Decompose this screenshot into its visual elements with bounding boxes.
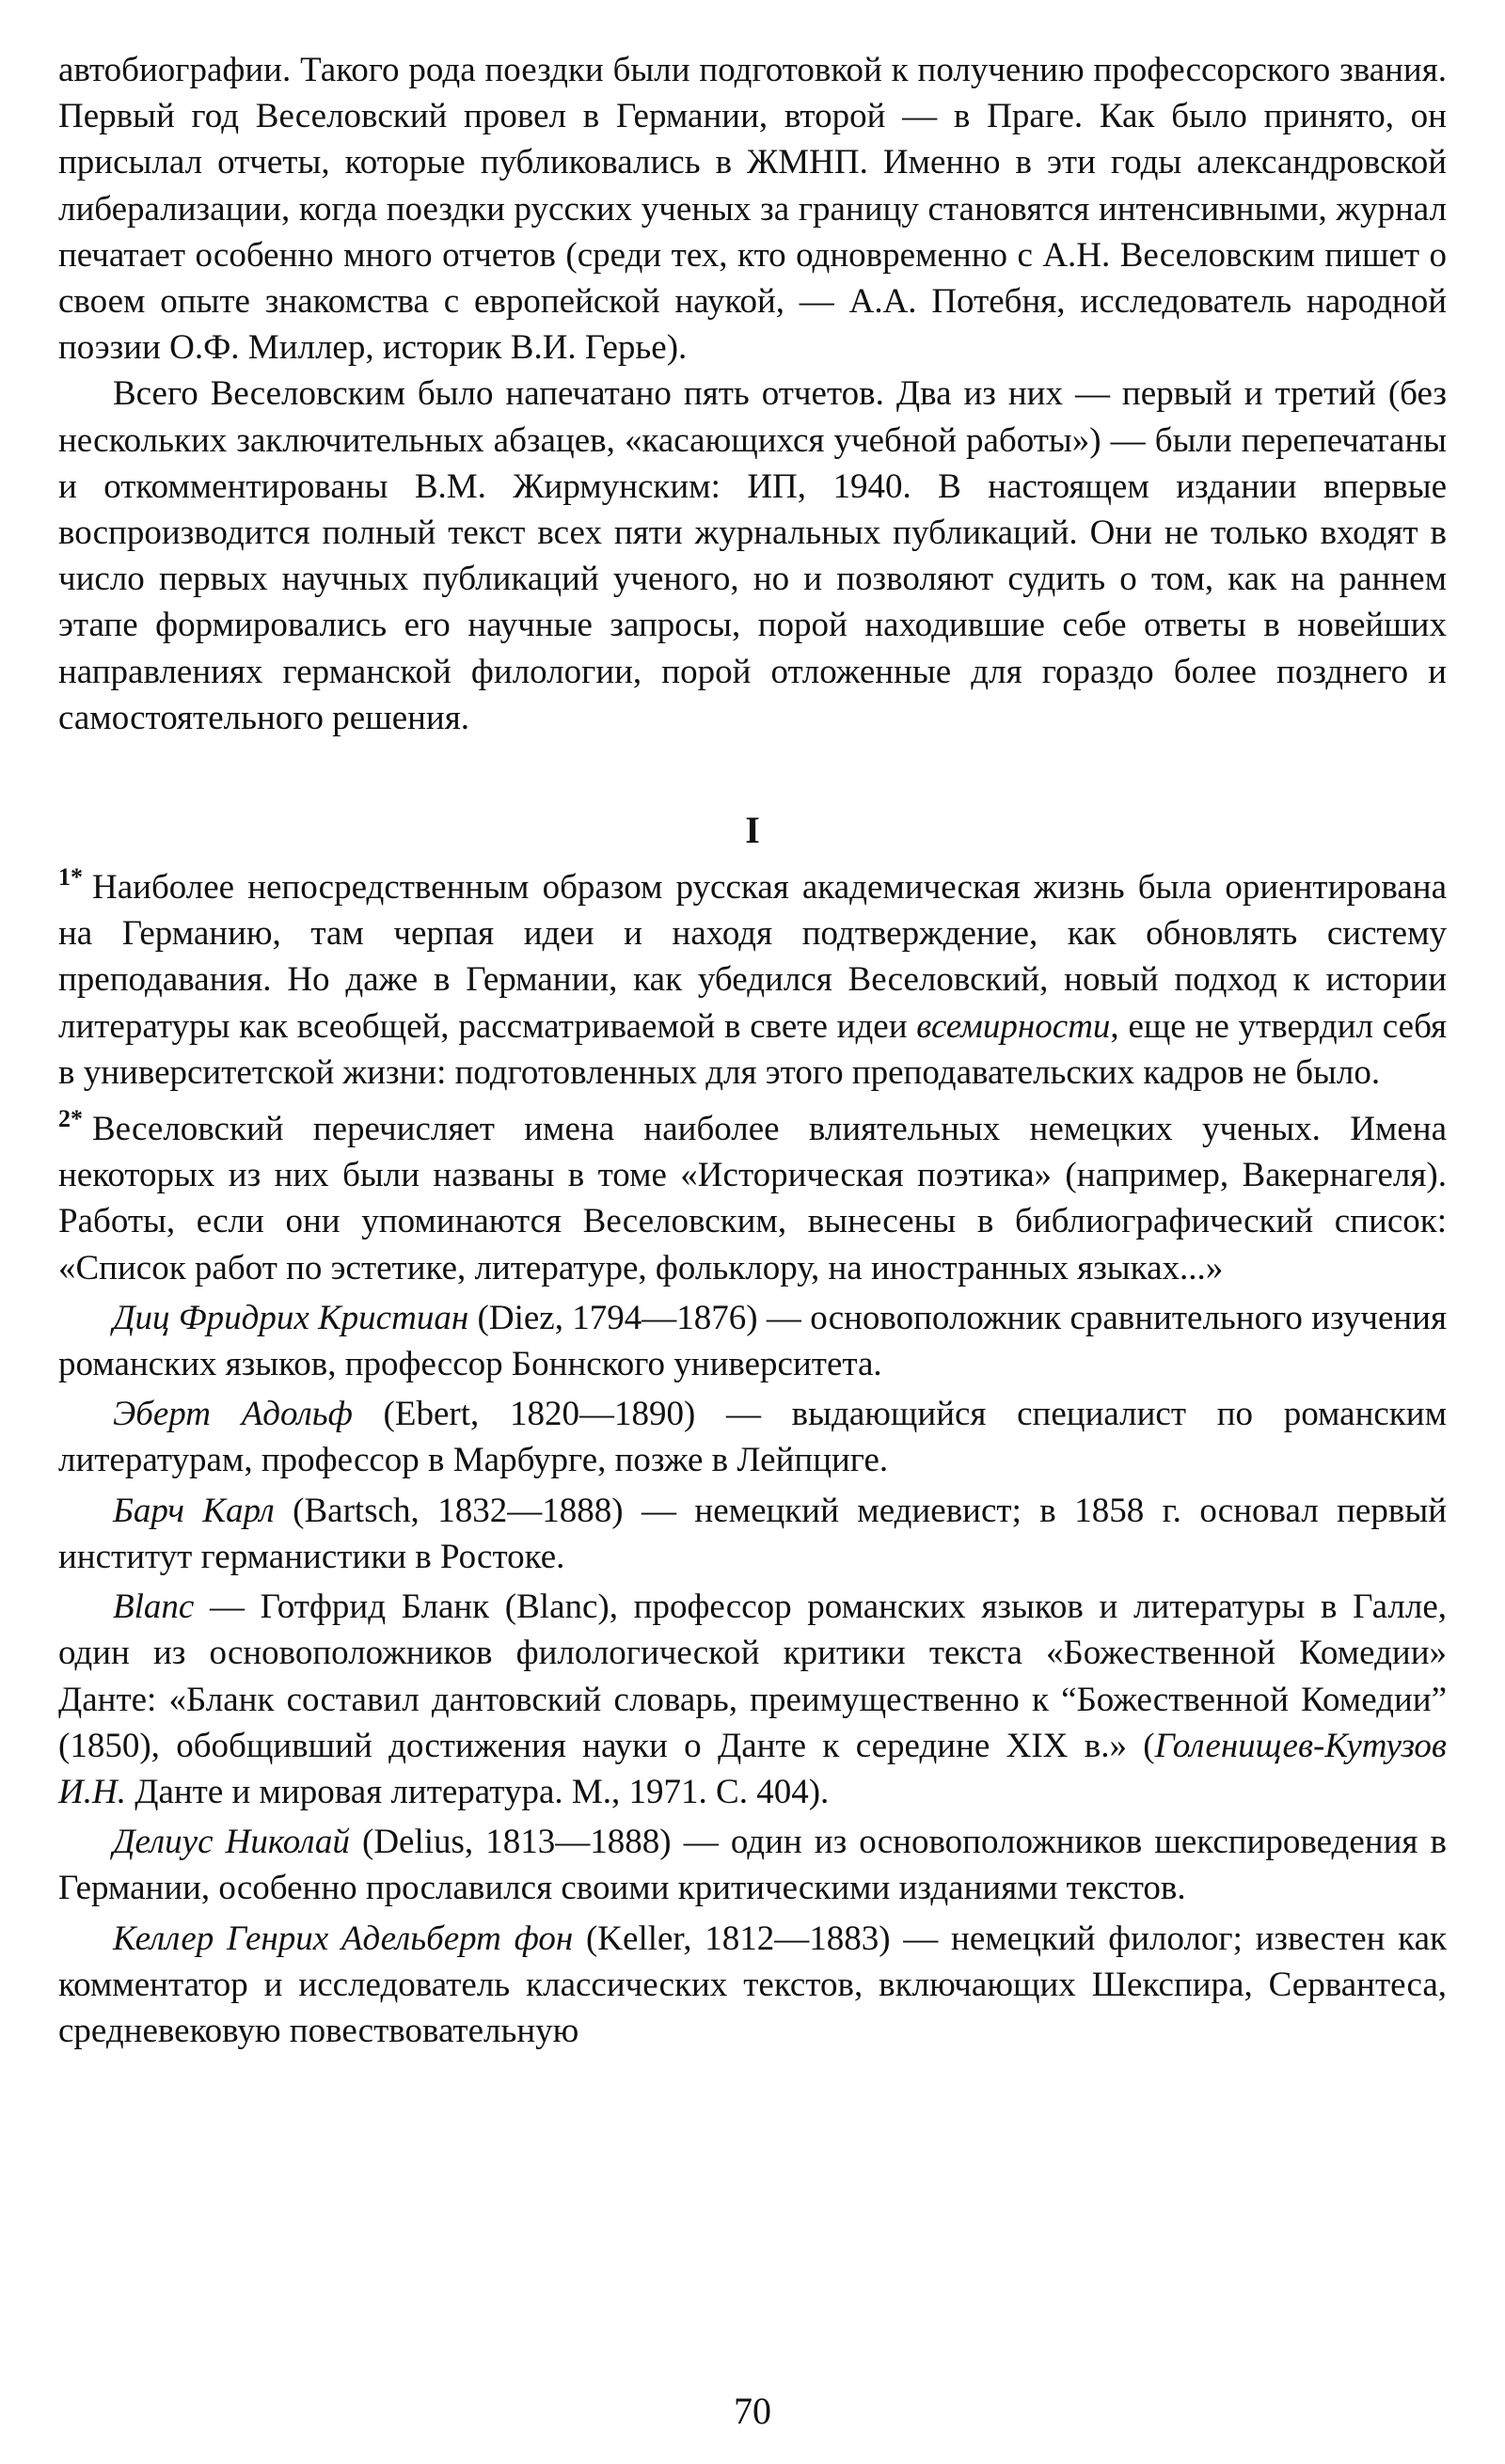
entry-diez-text: (Diez, 1794—1876) — основоположник сравнительного изучения романских языков, профессор Боннского университета. <box>58 1298 1447 1384</box>
entry-diez-name: Диц Фридрих Кристиан <box>113 1298 469 1337</box>
intro-paragraph-1: автобиографии. Такого рода поездки были подготовкой к получению профессорского звания. Первый год Веселовский провел в Германии, второй — в Праге. Как было принято, он присылал отчеты, которые публиковались в ЖМНП. Именно в эти годы александровской либерализации, когда поездки русских ученых за границу становятся интенсивными, журнал печатает особенно много отчетов (среди тех, кто одновременно с А.Н. Веселовским пишет о своем опыте знакомства с европейской наукой, — А.А. Потебня, исследователь народной поэзии О.Ф. Миллер, историк В.И. Герье). <box>58 51 1447 368</box>
section-heading: I <box>745 809 760 852</box>
note-2-text: Веселовский перечисляет имена наиболее влиятельных немецких ученых. Имена некоторых из них были названы в томе «Историческая поэтика» (например, Вакернагеля). Работы, если они упоминаются Веселовским, вынесены в библиографический список: «Список работ по эстетике, литературе, фольклору, на иностранных языках...» <box>58 1110 1447 1287</box>
entry-delius-text: (Delius, 1813—1888) — один из основоположников шекспироведения в Германии, особенно прославился своими критическими изданиями текстов. <box>58 1823 1447 1908</box>
note-1-number: 1* <box>58 863 83 892</box>
entry-bartsch-text: (Bartsch, 1832—1888) — немецкий медиевист; в 1858 г. основал первый институт германистики в Ростоке. <box>58 1491 1447 1576</box>
page-number: 70 <box>734 2390 771 2432</box>
entry-ebert <box>58 1391 1447 1483</box>
entry-keller-text: (Keller, 1812—1883) — немецкий филолог; известен как комментатор и исследователь классических текстов, включающих Шекспира, Сервантеса, средневековую повествовательную <box>58 1919 1447 2050</box>
page-body <box>58 47 1447 2054</box>
entry-keller <box>58 1916 1447 2055</box>
entry-bartsch <box>58 1488 1447 1580</box>
entry-blanc-ref-author: Голенищев-Кутузов И.Н. <box>58 1726 1447 1811</box>
note-1-text-b: , еще не утвердил себя в университетской жизни: подготовленных для этого преподавательских кадров не было. <box>58 1006 1447 1092</box>
entry-blanc-name: Blanc <box>113 1587 195 1627</box>
entry-ebert-text: (Ebert, 1820—1890) — выдающийся специалист по романским литературам, профессор в Марбурге, позже в Лейпциге. <box>58 1395 1447 1480</box>
entry-ebert-name: Эберт Адольф <box>113 1395 353 1434</box>
entry-blanc-ref-tail: Данте и мировая литература. М., 1971. С. 404). <box>125 1772 830 1811</box>
entry-diez <box>58 1295 1447 1387</box>
entry-blanc <box>58 1584 1447 1815</box>
entry-blanc-text: — Готфрид Бланк (Blanc), профессор романских языков и литературы в Галле, один из основоположников филологической критики текста «Божественной Комедии» Данте: «Бланк составил дантовский словарь, преимущественно к “Божественной Комедии” (1850), обобщивший достижения науки о Данте к середине XIX в.» ( <box>58 1587 1447 1765</box>
intro-paragraph-2: Всего Веселовским было напечатано пять отчетов. Два из них — первый и третий (без нескольких заключительных абзацев, «касающихся учебной работы») — были перепечатаны и откомментированы В.М. Жирмунским: ИП, 1940. В настоящем издании впервые воспроизводится полный текст всех пяти журнальных публикаций. Они не только входят в число первых научных публикаций ученого, но и позволяют судить о том, как на раннем этапе формировались его научные запросы, порой находившие себе ответы в новейших направлениях германской филологии, порой отложенные для гораздо более позднего и самостоятельного решения. <box>58 374 1447 737</box>
entry-delius-name: Делиус Николай <box>113 1823 350 1862</box>
entry-keller-name: Келлер Генрих Адельберт фон <box>113 1919 574 1958</box>
note-2 <box>58 1096 1447 1291</box>
note-1 <box>58 854 1447 1096</box>
note-1-emphasis: всемирности <box>916 1006 1111 1046</box>
note-2-number: 2* <box>58 1105 83 1133</box>
entry-bartsch-name: Барч Карл <box>113 1491 275 1530</box>
note-1-text-a: Наиболее непосредственным образом русская академическая жизнь была ориентирована на Германию, там черпая идеи и находя подтверждение, как обновлять систему преподавания. Но даже в Германии, как убедился Веселовский, новый подход к истории литературы как всеобщей, рассматриваемой в свете идеи <box>58 868 1447 1046</box>
entry-delius <box>58 1819 1447 1911</box>
